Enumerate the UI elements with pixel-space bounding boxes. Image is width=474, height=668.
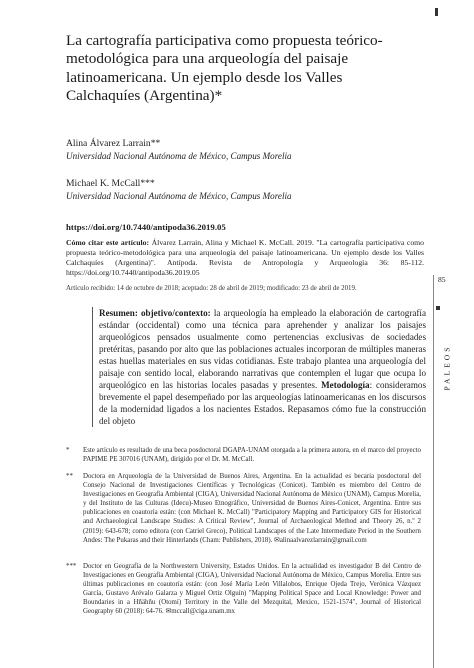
- abstract-box: [92, 307, 426, 427]
- abstract-text: [99, 307, 426, 427]
- footnote-mark: *: [66, 447, 70, 454]
- abstract-body-1: la arqueología ha empleado la elaboración de cartografía estándar (occidental) como una técnica para aprehender y analizar los paisajes arqueológicos pensados usualmente como pertenencias exclusivas de sociedades pretéritas, pasando por alto que las poblaciones actuales incorporan de múltiples maneras estas huellas materiales en sus vidas cotidianas. Este trabajo plantea una arqueología del paisaje con sentido local, elaborando narrativas que contemplen el lugar que ocupa lo arqueológico en las historias locales pasadas y presentes.: [99, 308, 426, 391]
- abstract-body-2: : consideramos brevemente el papel desempeñado por las arqueologías latinoamericanas en los discursos de la modernidad ligados a los nacientes Estados. Repasamos cómo fue la construcción del objeto: [99, 380, 426, 427]
- abstract-label-methodology: Metodología: [321, 380, 370, 391]
- doi-link[interactable]: https://doi.org/10.7440/antipoda36.2019.05: [66, 222, 226, 232]
- author-name: Alina Álvarez Larrain**: [66, 138, 161, 149]
- corner-mark: [435, 8, 438, 16]
- article-title: La cartografía participativa como propuesta teórico-metodológica para una arqueología del paisaje latinoamericana. Un ejemplo desde los Valles Calchaquíes (Argentina)*: [66, 32, 383, 104]
- footnote-mark: ***: [66, 563, 77, 570]
- article-dates: Artículo recibido: 14 de octubre de 2018; aceptado: 28 de abril de 2019; modificado: 23 de abril de 2019.: [66, 285, 357, 292]
- citation: [66, 238, 424, 278]
- journal-name: PALEOS: [442, 344, 452, 391]
- sidebar-square-mark: [436, 306, 440, 310]
- citation-text: Álvarez Larrain, Alina y Michael K. McCall. 2019. "La cartografía participativa como propuesta teórico-metodológica para una arqueología del paisaje latinoamericana. Un ejemplo desde los Valles Calchaquíes (Argentina)". Antípoda. Revista de Antropología y Arqueología 36: 85-112. https://doi.org/10.7440/antipoda36.2019.05: [66, 238, 424, 277]
- citation-label: Cómo citar este artículo:: [66, 238, 150, 247]
- journal-name-vertical: [432, 318, 452, 438]
- author-affiliation: Universidad Nacional Autónoma de México, Campus Morelia: [66, 151, 292, 161]
- author-block-2: [66, 178, 416, 202]
- footnote-text: Doctora en Arqueología de la Universidad de Buenos Aires, Argentina. En la actualidad es becaria posdoctoral del Consejo Nacional de Investigaciones Científicas y Tecnológicas (Conicet). También es miembro del Centro de Investigaciones en Geografía Ambiental (CIGA), Universidad Nacional Autónoma de México (UNAM), Campus Morelia, y del Instituto de las Culturas (Idecu)-Museo Etnográfico, Universidad de Buenos Aires-Conicet, Argentina. Entre sus publicaciones en coautoría están: (con Michael K. McCall) "Participatory Mapping and Participatory GIS for Historical and Archaeological Landscape Studies: A Critical Review", Journal of Archaeological Method and Theory 26, n.º 2 (2019): 643-678; como editora (con Catriel Greco), Political Landscapes of the Late Intermediate Period in the Southern Andes: The Pukaras and their Hinterlands (Cham: Publishers, 2018). ✉alinaalvarezlarrain@gmail.com: [83, 473, 421, 544]
- author-name: Michael K. McCall***: [66, 178, 155, 189]
- page-number: 85: [438, 275, 446, 284]
- footnote-text: Este artículo es resultado de una beca posdoctoral DGAPA-UNAM otorgada a la primera autora, en el marco del proyecto PAPIME PE 307016 (UNAM), dirigido por el Dr. M. McCall.: [83, 447, 421, 464]
- footnote-mark: **: [66, 473, 73, 480]
- author-affiliation: Universidad Nacional Autónoma de México, Campus Morelia: [66, 191, 292, 201]
- footnote-text: Doctor en Geografía de la Northwestern University, Estados Unidos. En la actualidad es investigador B del Centro de Investigaciones en Geografía Ambiental (CIGA), Universidad Nacional Autónoma de México, Campus Morelia. Entre sus últimas publicaciones en coautoría están: (con José María León Villalobos, Enrique Ojeda Trejo, Verónica Vázquez García, Gustavo Arévalo Galarza y Miguel Ortiz Olguín) "Mapping Political Space and Local Knowledge: Power and Boundaries in a Hñähñu (Otomí) Territory in the Valle del Mezquital, Mexico, 1521-1574", Journal of Historical Geography 60 (2018): 64-76. ✉mccall@ciga.unam.mx: [83, 563, 421, 616]
- author-block-1: [66, 138, 416, 162]
- abstract-label-objective: Resumen: objetivo/contexto:: [99, 308, 211, 318]
